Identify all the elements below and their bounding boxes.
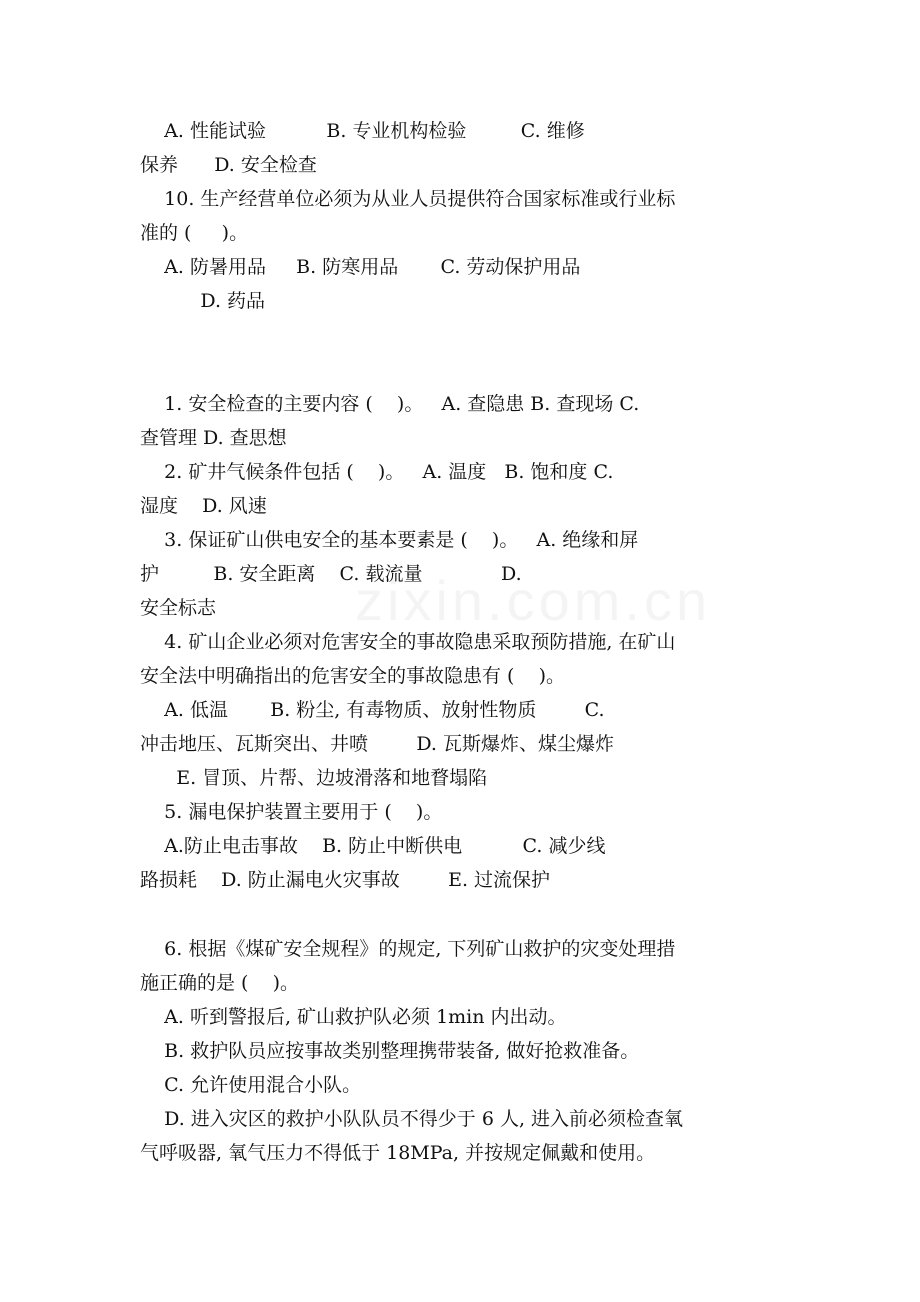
- text-line: A. 性能试验 B. 专业机构检验 C. 维修: [140, 120, 585, 142]
- text-line: 施正确的是 ( )。: [140, 972, 300, 994]
- text-line: A. 听到警报后, 矿山救护队必须 1min 内出动。: [140, 1006, 567, 1028]
- text-line: 6. 根据《煤矿安全规程》的规定, 下列矿山救护的灾变处理措: [140, 938, 676, 960]
- text-line: A. 防暑用品 B. 防寒用品 C. 劳动保护用品: [140, 256, 581, 278]
- text-line: 4. 矿山企业必须对危害安全的事故隐患采取预防措施, 在矿山: [140, 631, 676, 653]
- text-line: A. 低温 B. 粉尘, 有毒物质、放射性物质 C.: [140, 699, 605, 721]
- text-line: 护 B. 安全距离 C. 载流量 D.: [140, 563, 522, 585]
- text-line: 湿度 D. 风速: [140, 495, 267, 517]
- text-line: B. 救护队员应按事故类别整理携带装备, 做好抢救准备。: [140, 1040, 640, 1062]
- text-line: 路损耗 D. 防止漏电火灾事故 E. 过流保护: [140, 869, 551, 891]
- text-line: C. 允许使用混合小队。: [140, 1074, 362, 1096]
- text-line: 10. 生产经营单位必须为从业人员提供符合国家标准或行业标: [140, 188, 676, 210]
- text-line: E. 冒顶、片帮、边坡滑落和地瞀塌陷: [140, 767, 488, 789]
- text-line: 3. 保证矿山供电安全的基本要素是 ( )。 A. 绝缘和屏: [140, 529, 639, 551]
- text-line: 气呼吸器, 氧气压力不得低于 18MPa, 并按规定佩戴和使用。: [140, 1142, 656, 1164]
- text-line: 1. 安全检查的主要内容 ( )。 A. 查隐患 B. 查现场 C.: [140, 393, 640, 415]
- text-line: 5. 漏电保护装置主要用于 ( )。: [140, 801, 443, 823]
- text-line: 准的 ( )。: [140, 222, 249, 244]
- text-line: 安全标志: [140, 597, 217, 619]
- text-line: 安全法中明确指出的危害安全的事故隐患有 ( )。: [140, 665, 566, 687]
- text-line: D. 药品: [140, 290, 266, 312]
- text-line: 保养 D. 安全检查: [140, 154, 317, 176]
- text-line: D. 进入灾区的救护小队队员不得少于 6 人, 进入前必须检查氧: [140, 1108, 684, 1130]
- text-line: A.防止电击事故 B. 防止中断供电 C. 减少线: [140, 835, 606, 857]
- text-line: 冲击地压、瓦斯突出、井喷 D. 瓦斯爆炸、煤尘爆炸: [140, 733, 614, 755]
- text-line: 2. 矿井气候条件包括 ( )。 A. 温度 B. 饱和度 C.: [140, 461, 614, 483]
- text-line: 查管理 D. 查思想: [140, 427, 287, 449]
